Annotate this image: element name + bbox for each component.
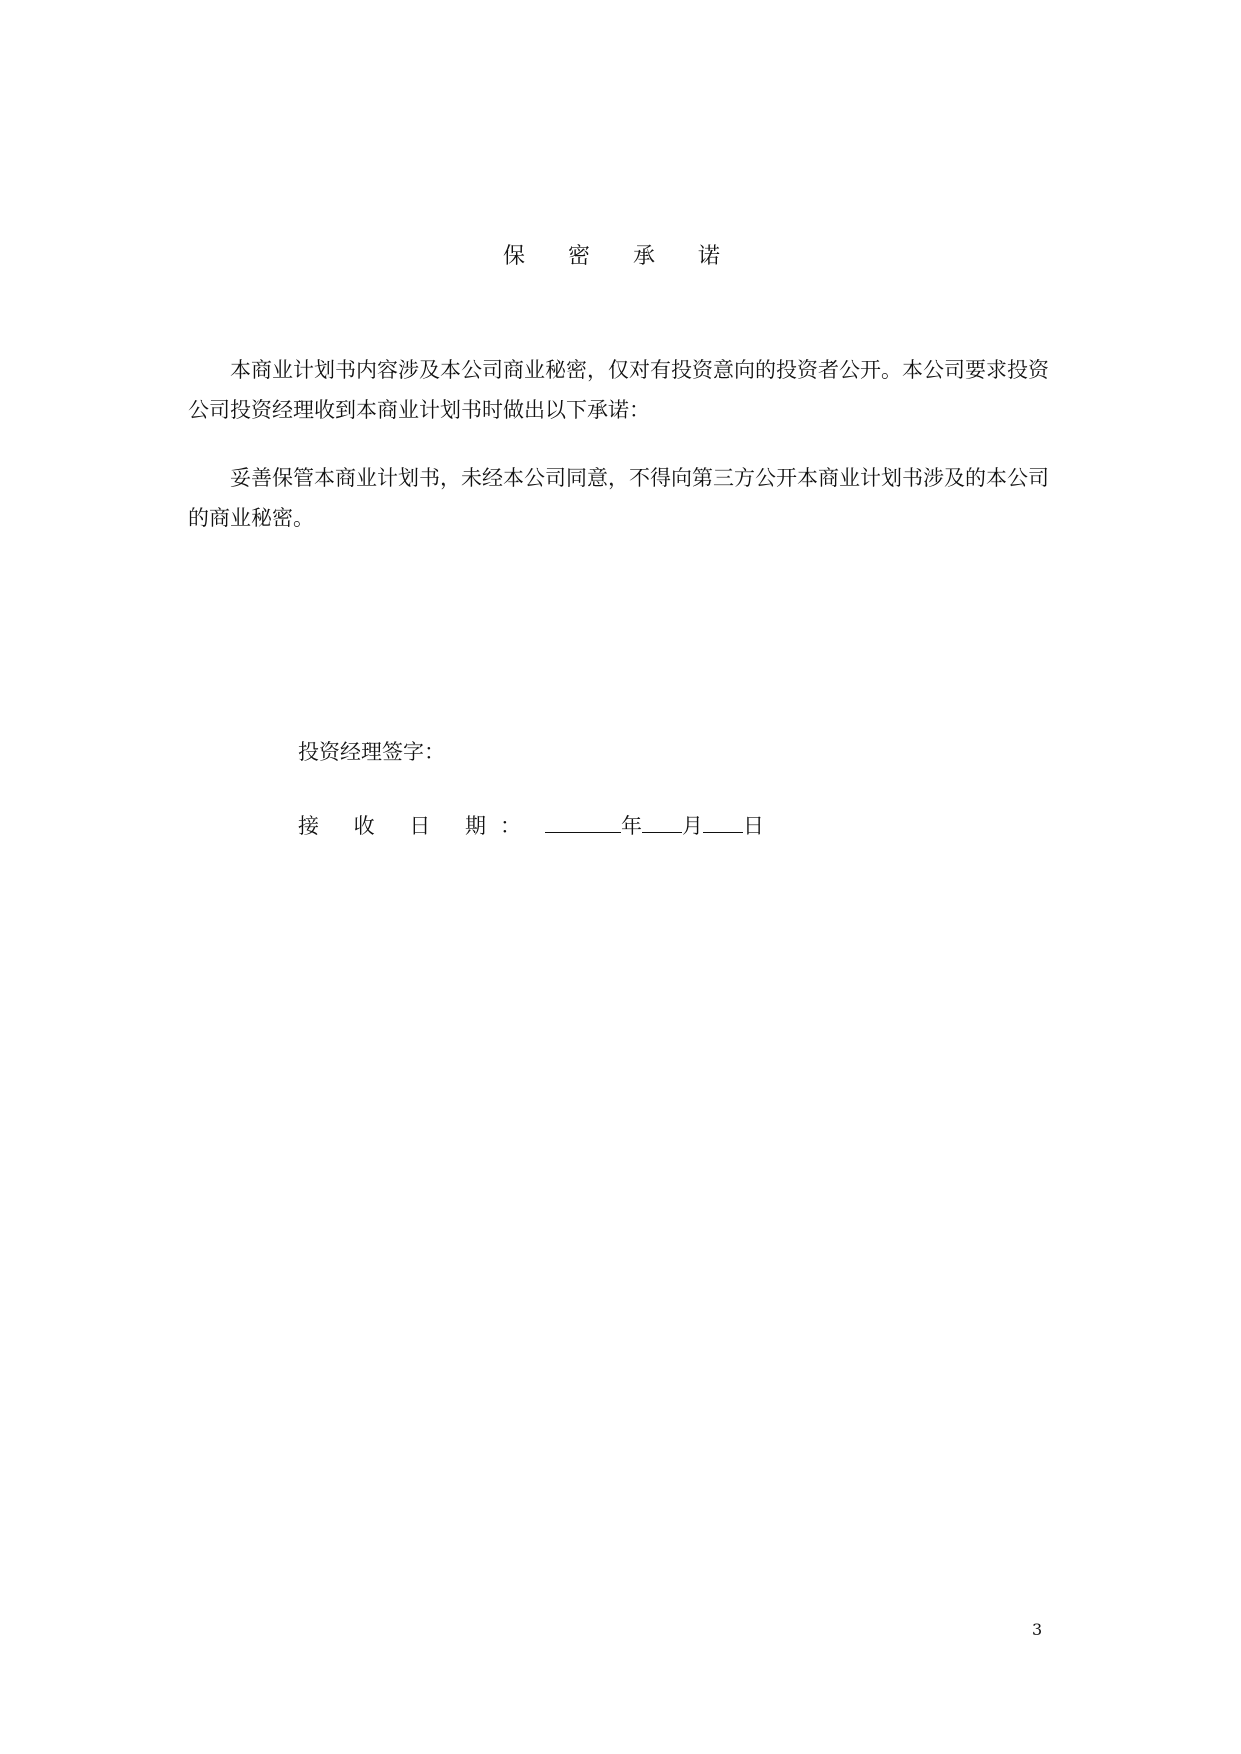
confidentiality-paragraph: 本商业计划书内容涉及本公司商业秘密，仅对有投资意向的投资者公开。本公司要求投资公司投资经理收到本商业计划书时做出以下承诺：: [188, 358, 1049, 422]
receipt-date-label: 接 收 日 期：: [298, 814, 536, 838]
day-suffix: 日: [743, 814, 765, 838]
year-suffix: 年: [621, 814, 643, 838]
page-number: 3: [1032, 1620, 1043, 1639]
document-title: 保 密 承 诺: [503, 244, 738, 269]
commitment-paragraph: 妥善保管本商业计划书，未经本公司同意，不得向第三方公开本商业计划书涉及的本公司的商业秘密。: [188, 466, 1049, 530]
receipt-date-row: [298, 810, 764, 841]
month-suffix: 月: [682, 814, 704, 838]
day-blank-line: [703, 810, 743, 833]
year-blank-line: [545, 810, 621, 833]
month-blank-line: [642, 810, 682, 833]
signature-label: 投资经理签字：: [298, 740, 445, 764]
